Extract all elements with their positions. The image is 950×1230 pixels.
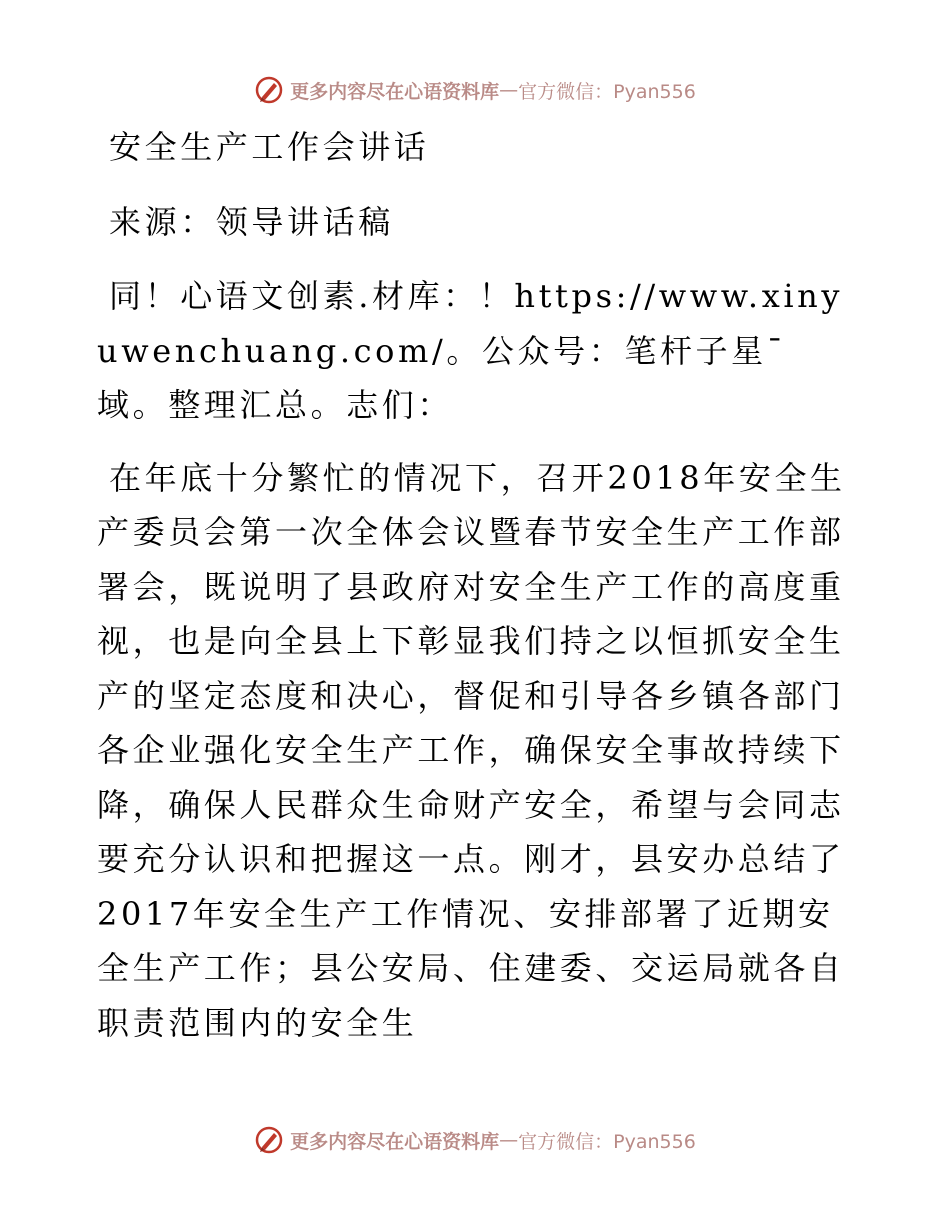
document-intro: 同！心语文创素.材库：！https://www.xinyuwenchuang.com/。公众号：笔杆子星¯域。整理汇总。志们： — [97, 277, 844, 424]
document-body: 在年底十分繁忙的情况下，召开2018年安全生产委员会第一次全体会议暨春节安全生产工作部署会，既说明了县政府对安全生产工作的高度重视，也是向全县上下彰显我们持之以恒抓安全生产的坚定态度和决心，督促和引导各乡镇各部门各企业强化安全生产工作，确保安全事故持续下降，确保人民群众生命财产安全，希望与会同志要充分认识和把握这一点。刚才，县安办总结了2017年安全生产工作情况、安排部署了近期安全生产工作；县公安局、住建委、交运局就各自职责范围内的安全生 — [97, 458, 846, 1042]
banner-text: 更多内容尽在心语资料库 — [290, 1130, 500, 1153]
banner-text: 更多内容尽在心语资料库 — [290, 80, 500, 103]
banner-wechat: 官方微信：Pyan556 — [518, 1130, 696, 1153]
pen-circle-logo-icon — [254, 75, 284, 105]
banner-separator: — — [499, 1129, 519, 1151]
document-title: 安全生产工作会讲话 — [109, 128, 430, 166]
pen-circle-logo-icon — [254, 1125, 284, 1155]
header-banner — [0, 70, 950, 110]
footer-banner — [0, 1120, 950, 1160]
banner-separator: — — [499, 79, 519, 101]
document-content — [97, 120, 853, 1060]
document-source: 来源：领导讲话稿 — [109, 202, 394, 241]
banner-wechat: 官方微信：Pyan556 — [518, 80, 696, 103]
